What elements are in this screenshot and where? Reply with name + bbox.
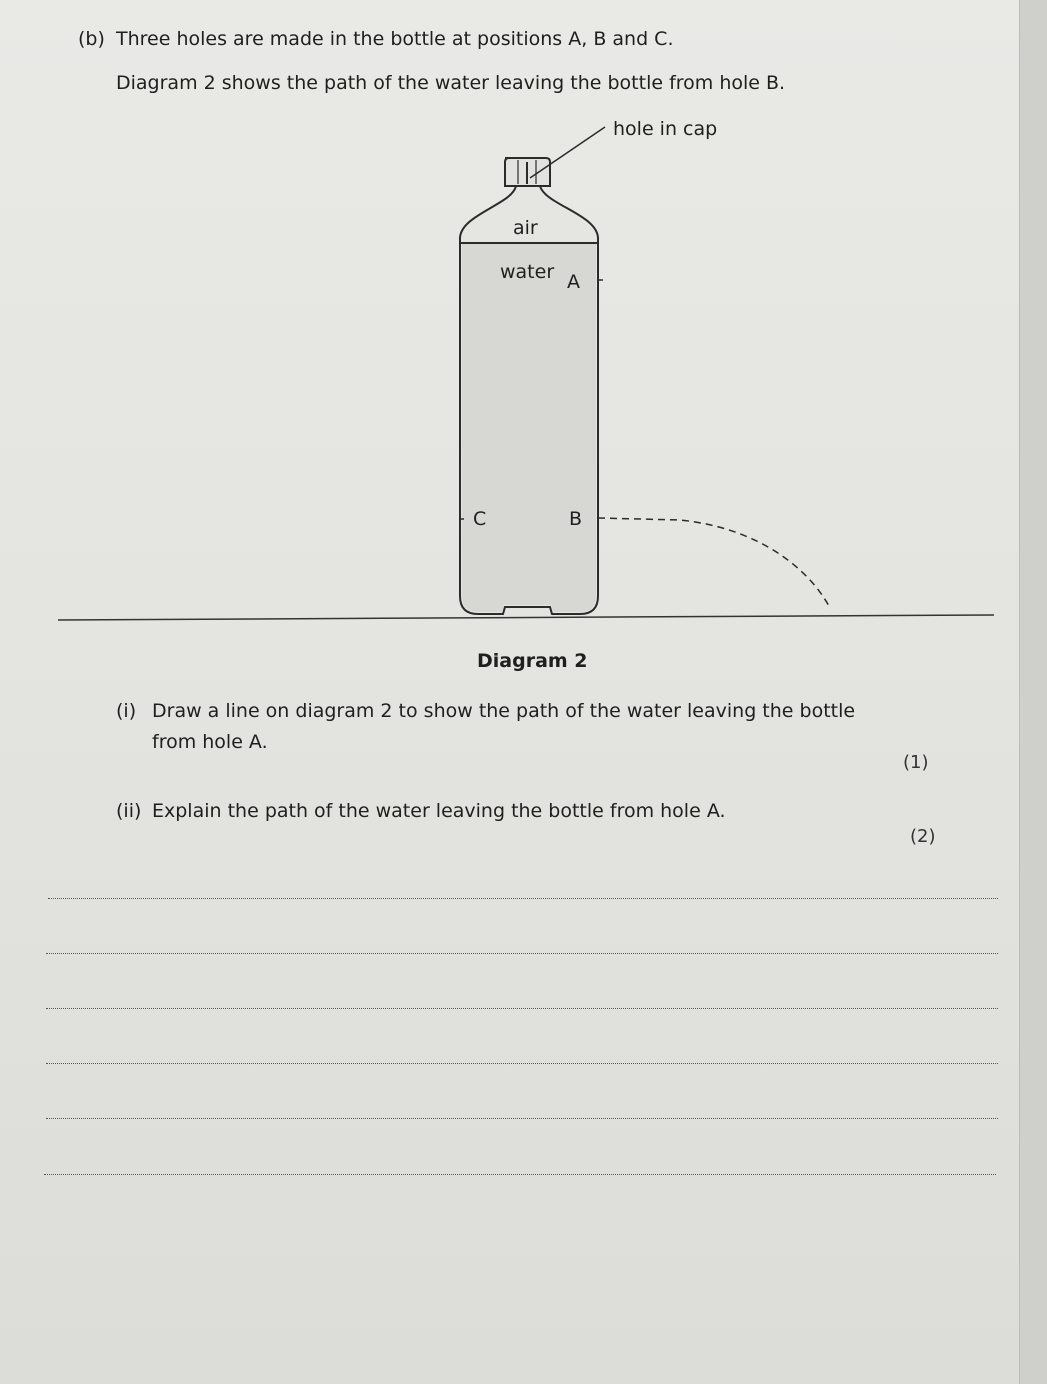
question-i-text-line2: from hole A. [152, 731, 268, 753]
question-ii-text: Explain the path of the water leaving the bottle from hole A. [152, 800, 726, 822]
ground-line [58, 615, 994, 620]
hole-b-label: B [569, 508, 583, 530]
page-margin-strip [1019, 0, 1047, 1384]
hole-a-label: A [567, 271, 580, 293]
answer-line[interactable] [46, 1008, 998, 1009]
question-ii-marks: (2) [910, 826, 936, 847]
question-i-number: (i) [116, 700, 137, 722]
question-i-marks: (1) [903, 752, 929, 773]
diagram-intro: Diagram 2 shows the path of the water leaving the bottle from hole B. [116, 72, 786, 94]
cap-leader-line [530, 127, 605, 178]
part-intro: Three holes are made in the bottle at positions A, B and C. [116, 28, 674, 50]
water [462, 244, 596, 612]
answer-line[interactable] [46, 1063, 998, 1064]
hole-c-label: C [473, 508, 487, 530]
question-i-text-line1: Draw a line on diagram 2 to show the path of the water leaving the bottle [152, 700, 856, 722]
answer-line[interactable] [48, 898, 998, 899]
water-path-b [598, 518, 830, 608]
cap-hole-label: hole in cap [613, 118, 718, 140]
answer-line[interactable] [46, 1118, 998, 1119]
question-ii-number: (ii) [116, 800, 142, 822]
part-label: (b) [78, 28, 105, 50]
water-label: water [500, 261, 555, 283]
answer-line[interactable] [46, 953, 998, 954]
diagram-2 [0, 0, 1020, 640]
diagram-caption: Diagram 2 [477, 650, 588, 672]
answer-line[interactable] [44, 1174, 996, 1175]
air-label: air [513, 217, 538, 239]
